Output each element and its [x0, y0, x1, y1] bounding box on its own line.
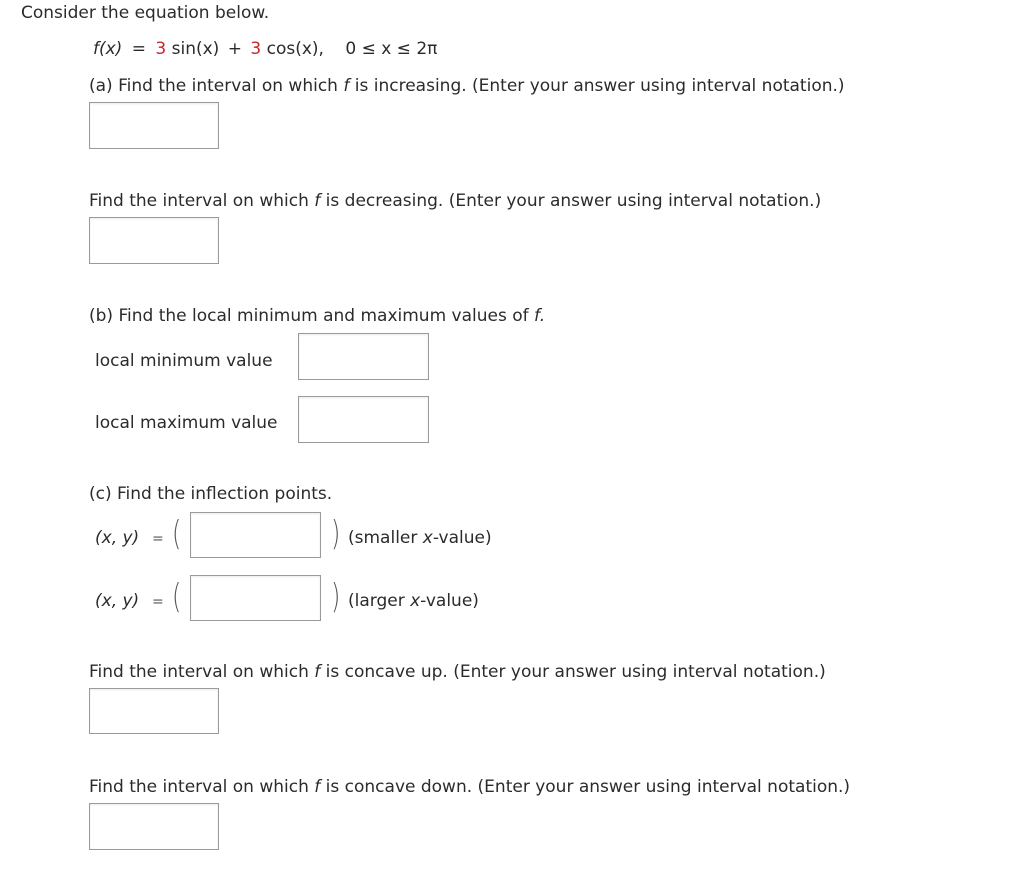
decreasing-prefix: Find the interval on which: [89, 191, 309, 211]
equation-lhs: f(x): [93, 39, 123, 59]
xy-equals: =: [152, 594, 164, 610]
local-max-input[interactable]: [298, 396, 429, 443]
part-a-prompt: [89, 76, 845, 96]
equation-equals: =: [131, 39, 146, 59]
function-symbol: f: [314, 662, 321, 682]
close-paren: ): [330, 514, 341, 554]
intro-text: Consider the equation below.: [21, 3, 270, 23]
equation-coef1: 3: [155, 39, 167, 59]
close-paren: ): [330, 577, 341, 617]
decreasing-suffix: is decreasing. (Enter your answer using interval notation.): [325, 191, 822, 211]
part-a-prefix: (a) Find the interval on which: [89, 76, 338, 96]
concave-down-prefix: Find the interval on which: [89, 777, 309, 797]
local-min-label: local minimum value: [95, 351, 273, 371]
equation: [93, 39, 437, 59]
xy-label: (x, y): [95, 591, 140, 611]
concave-down-suffix: is concave down. (Enter your answer using interval notation.): [325, 777, 851, 797]
local-min-input[interactable]: [298, 333, 429, 380]
part-a-suffix: is increasing. (Enter your answer using interval notation.): [354, 76, 845, 96]
function-symbol: f: [314, 191, 321, 211]
equation-plus: +: [227, 39, 242, 59]
increasing-interval-input[interactable]: [89, 102, 219, 149]
xy-label: (x, y): [95, 528, 140, 548]
decreasing-interval-input[interactable]: [89, 217, 219, 264]
smaller-note-pre: (smaller: [348, 528, 418, 548]
concave-up-prefix: Find the interval on which: [89, 662, 309, 682]
equation-coef2: 3: [250, 39, 262, 59]
open-paren: (: [171, 577, 182, 617]
part-b-prompt: [89, 306, 545, 326]
concave-down-interval-input[interactable]: [89, 803, 219, 850]
part-c-prompt: (c) Find the inflection points.: [89, 484, 333, 504]
function-symbol: f: [343, 76, 350, 96]
equation-term1: sin(x): [171, 39, 220, 59]
xy-equals: =: [152, 531, 164, 547]
inflection-point-larger-input[interactable]: [190, 575, 321, 621]
part-b-text: (b) Find the local minimum and maximum values of: [89, 306, 529, 326]
smaller-note-post: -value): [432, 528, 492, 548]
decreasing-prompt: [89, 191, 821, 211]
inflection-point-smaller-input[interactable]: [190, 512, 321, 558]
smaller-note-x: x: [422, 528, 433, 548]
concave-up-prompt: [89, 662, 826, 682]
smaller-x-value-note: [348, 528, 492, 548]
larger-note-post: -value): [420, 591, 479, 611]
larger-note-pre: (larger: [348, 591, 405, 611]
local-max-label: local maximum value: [95, 413, 278, 433]
concave-up-suffix: is concave up. (Enter your answer using interval notation.): [325, 662, 826, 682]
equation-domain: 0 ≤ x ≤ 2π: [345, 39, 438, 59]
larger-note-x: x: [410, 591, 421, 611]
equation-term2: cos(x),: [266, 39, 324, 59]
concave-up-interval-input[interactable]: [89, 688, 219, 734]
function-symbol: f.: [534, 306, 546, 326]
open-paren: (: [171, 514, 182, 554]
larger-x-value-note: [348, 591, 479, 611]
function-symbol: f: [314, 777, 321, 797]
concave-down-prompt: [89, 777, 850, 797]
